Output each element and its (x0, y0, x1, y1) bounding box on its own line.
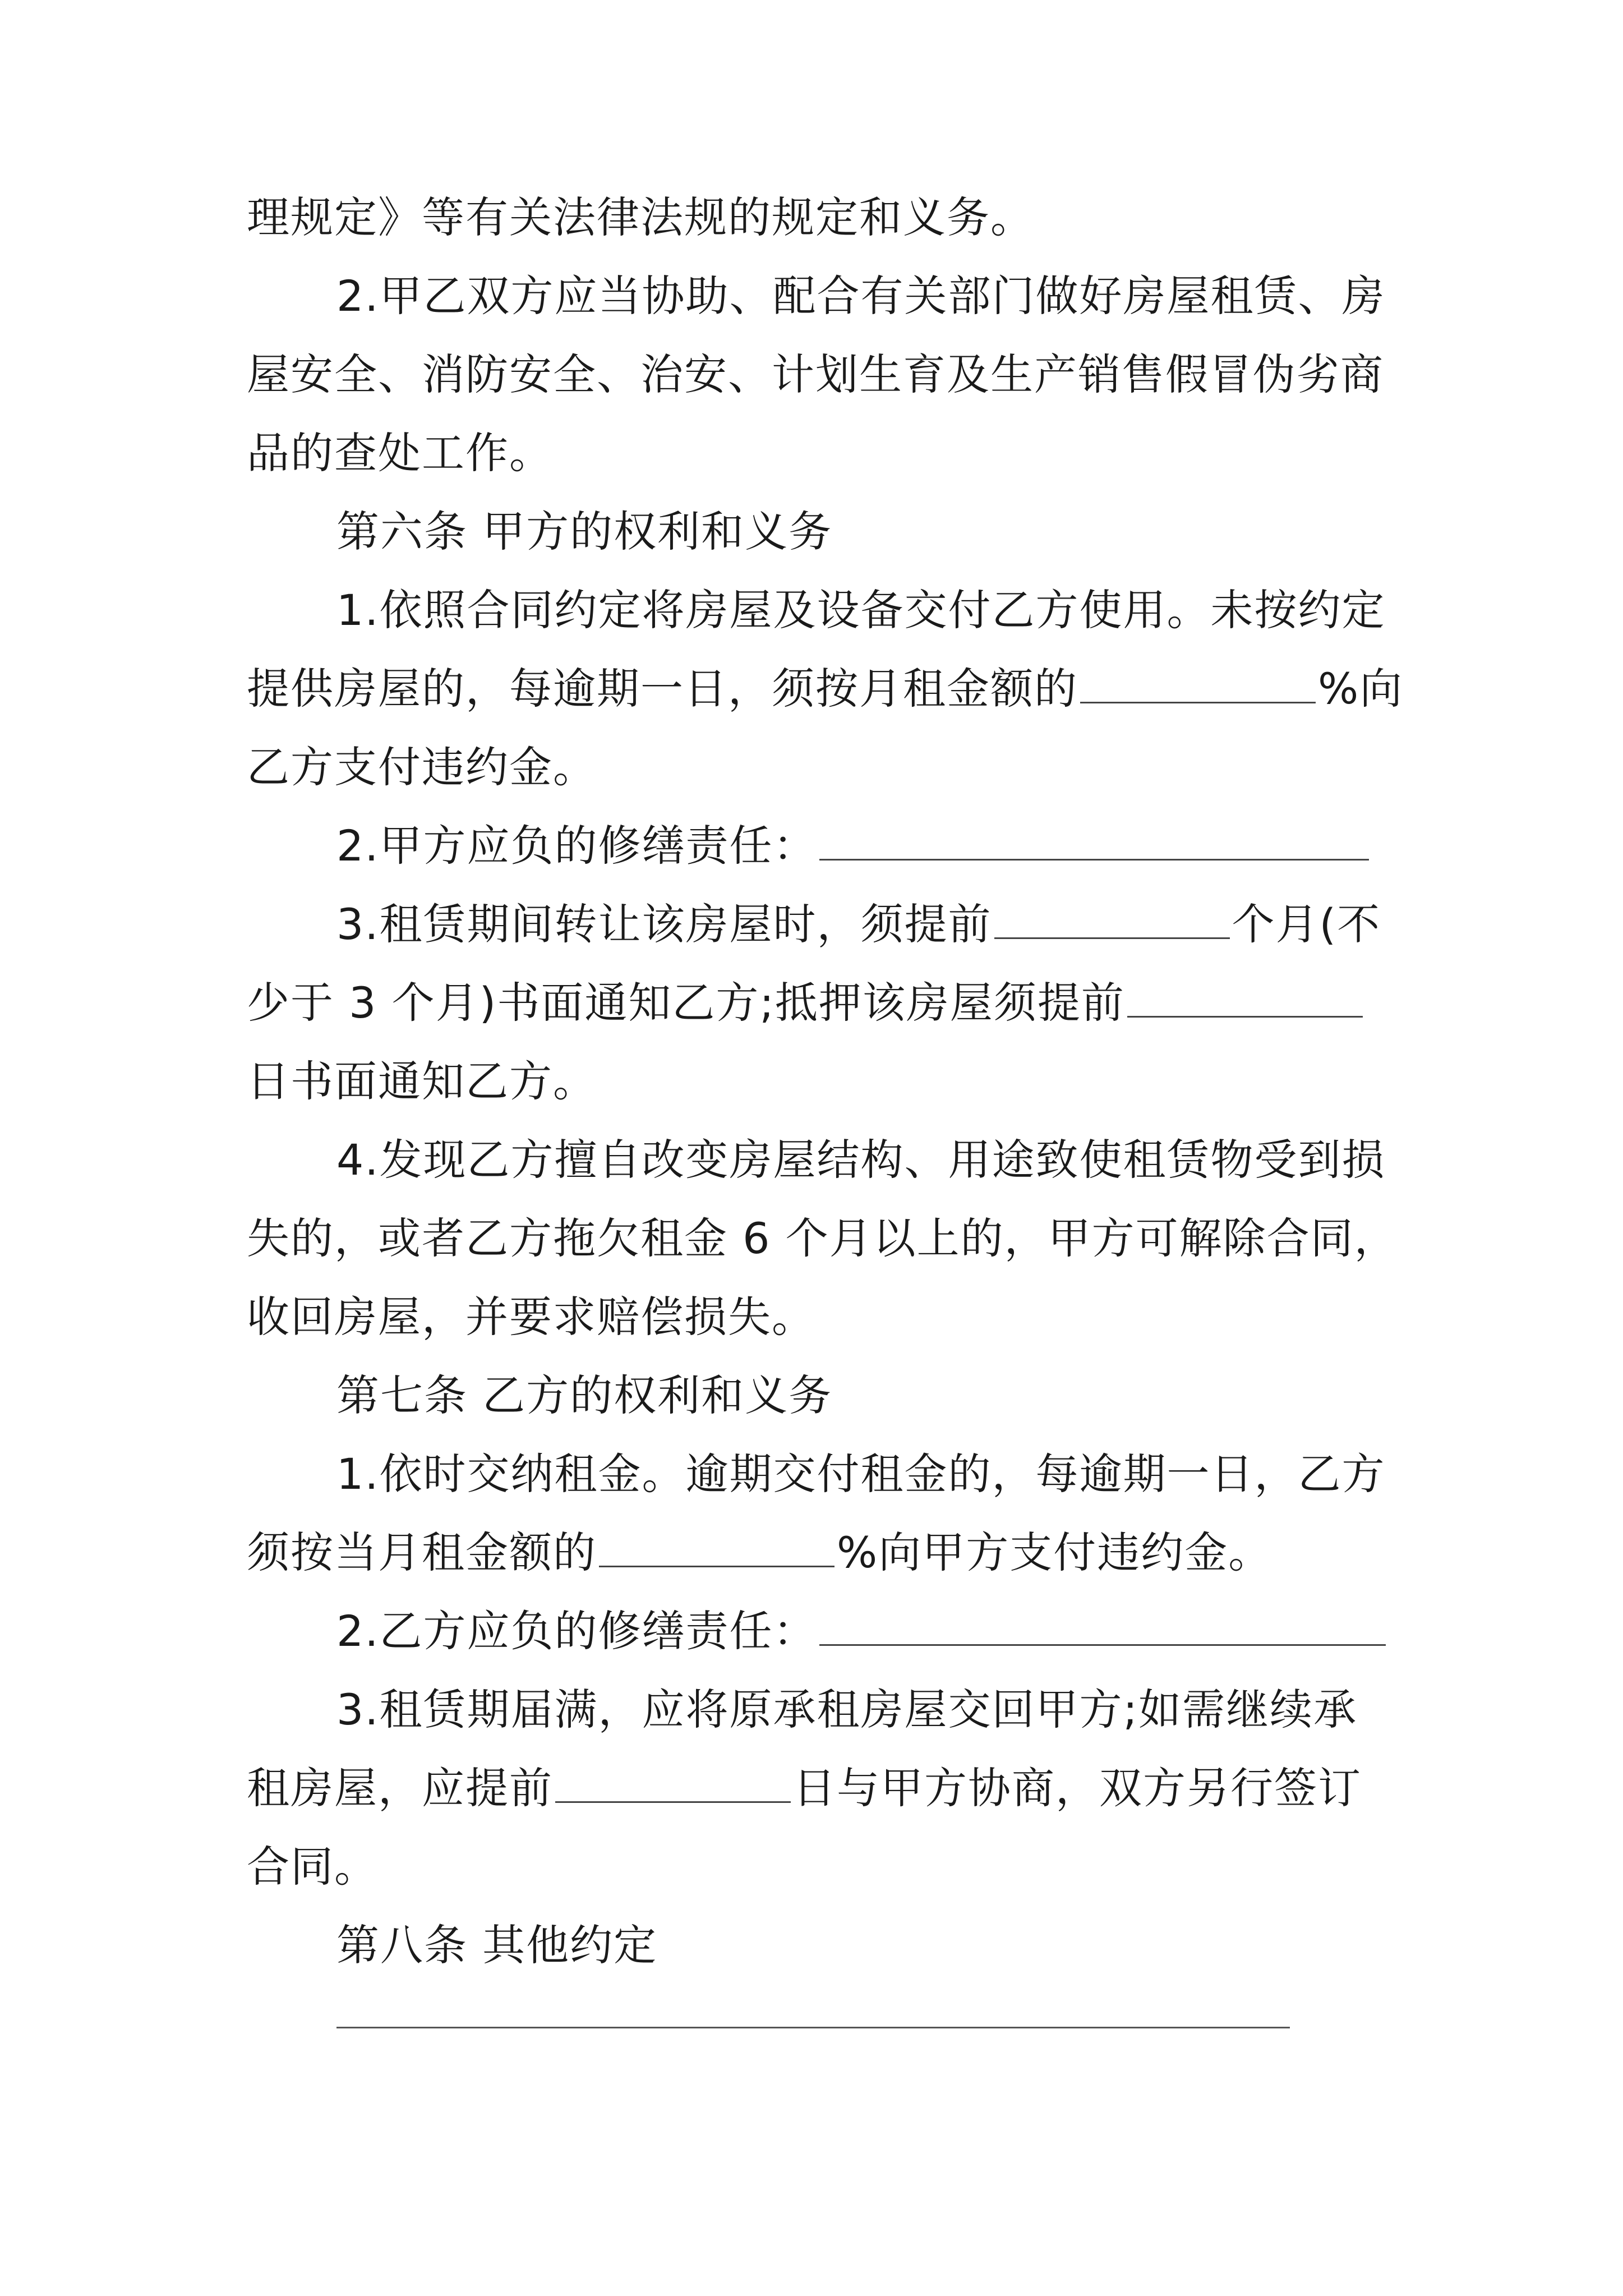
text-line (247, 335, 1385, 414)
text-segment: %向 (1318, 664, 1404, 714)
text-line (247, 1121, 1385, 1199)
text-line (247, 728, 1385, 807)
text-line (247, 885, 1385, 964)
fill-in-blank[interactable] (336, 2027, 1290, 2028)
text-segment: 提供房屋的，每逾期一日，须按月租金额的 (247, 664, 1078, 714)
text-segment: 2.乙方应负的修缮责任： (336, 1606, 817, 1656)
fill-in-blank[interactable] (1127, 977, 1363, 1018)
text-line (247, 964, 1385, 1042)
text-line (247, 1513, 1385, 1592)
text-segment: 第八条 其他约定 (336, 1920, 658, 1970)
text-line (247, 257, 1385, 335)
text-line (247, 650, 1404, 728)
fill-in-blank[interactable] (994, 898, 1230, 939)
text-line (247, 1199, 1398, 1278)
text-segment: 品的查处工作。 (247, 428, 553, 478)
text-segment: 屋安全、消防安全、治安、计划生育及生产销售假冒伪劣商 (247, 349, 1384, 399)
fill-in-blank[interactable] (819, 820, 1369, 861)
text-line (247, 571, 1385, 650)
text-segment: 失的，或者乙方拖欠租金 6 个月以上的，甲方可解除合同， (247, 1213, 1398, 1263)
text-segment: 2.甲乙双方应当协助、配合有关部门做好房屋租赁、房 (336, 271, 1386, 321)
text-segment: 3.租赁期间转让该房屋时，须提前 (336, 899, 992, 949)
text-segment: 理规定》等有关法律法规的规定和义务。 (247, 192, 1034, 242)
section-heading (247, 1906, 1385, 1985)
text-segment: 合同。 (247, 1842, 378, 1892)
text-segment: 个月(不 (1232, 899, 1381, 949)
text-segment: 日书面通知乙方。 (247, 1056, 597, 1106)
text-line (247, 414, 1385, 493)
fill-in-blank[interactable] (1080, 662, 1316, 703)
fill-in-blank[interactable] (819, 1605, 1386, 1646)
text-line (247, 1828, 1385, 1906)
text-segment: 须按当月租金额的 (247, 1527, 597, 1577)
text-line (247, 1749, 1385, 1828)
text-line (247, 1042, 1385, 1121)
text-line (247, 1592, 1385, 1671)
fill-in-blank[interactable] (555, 1762, 791, 1803)
text-line (247, 1435, 1385, 1513)
text-segment: 日与甲方协商，双方另行签订 (793, 1763, 1362, 1813)
text-segment: 1.依照合同约定将房屋及设备交付乙方使用。未按约定 (336, 585, 1386, 635)
fill-in-blank[interactable] (599, 1526, 834, 1567)
text-segment: 收回房屋，并要求赔偿损失。 (247, 1292, 815, 1342)
section-heading (247, 1356, 1385, 1435)
text-segment: 第六条 甲方的权利和义务 (336, 507, 833, 556)
text-segment: 1.依时交纳租金。逾期交付租金的，每逾期一日，乙方 (336, 1449, 1386, 1499)
text-line (247, 1278, 1385, 1356)
text-segment: 乙方支付违约金。 (247, 742, 597, 792)
section-heading (247, 493, 1385, 571)
text-segment: 4.发现乙方擅自改变房屋结构、用途致使租赁物受到损 (336, 1135, 1386, 1185)
text-line (247, 807, 1385, 885)
text-segment: 少于 3 个月)书面通知乙方;抵押该房屋须提前 (247, 978, 1125, 1028)
text-segment: %向甲方支付违约金。 (837, 1527, 1272, 1577)
text-segment: 3.租赁期届满，应将原承租房屋交回甲方;如需继续承 (336, 1685, 1358, 1734)
text-line (247, 1671, 1385, 1749)
text-segment: 第七条 乙方的权利和义务 (336, 1370, 833, 1420)
text-segment: 2.甲方应负的修缮责任： (336, 821, 817, 871)
text-segment: 租房屋，应提前 (247, 1763, 553, 1813)
contract-body (247, 178, 1404, 1985)
text-line (247, 178, 1385, 257)
